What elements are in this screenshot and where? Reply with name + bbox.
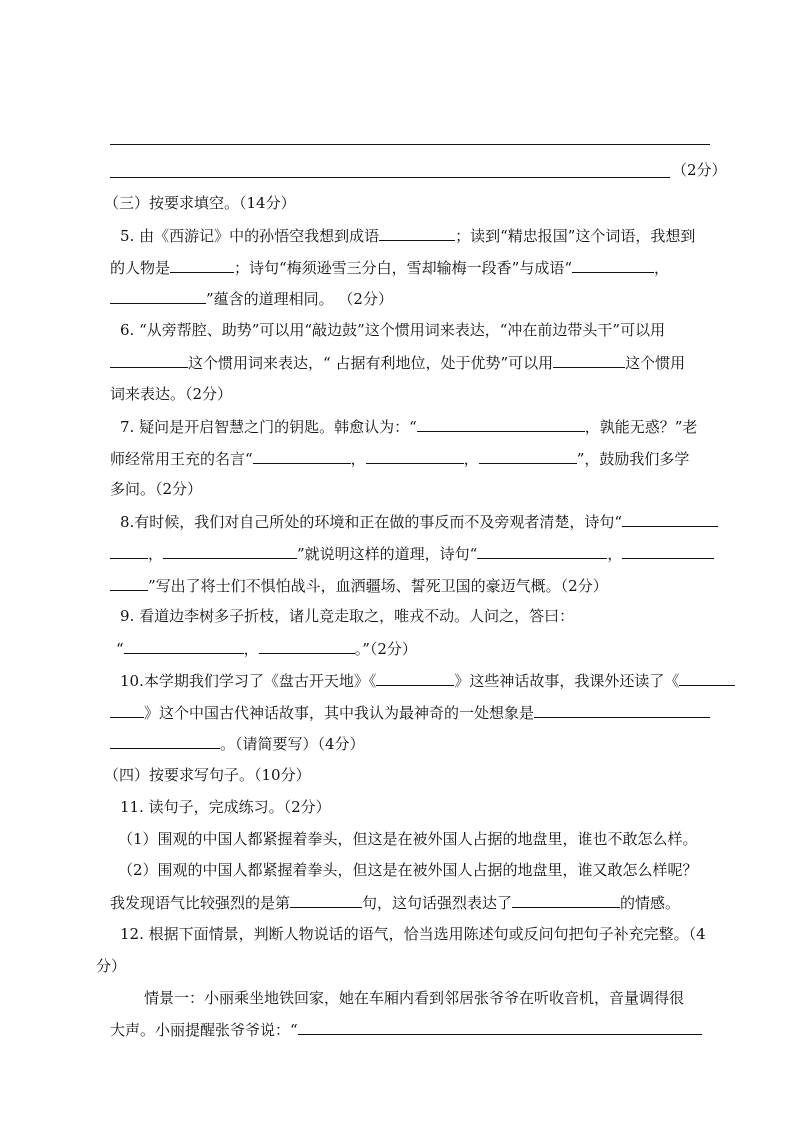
answer-blank[interactable] [477,543,607,559]
question-6-line-3 [110,384,232,404]
question-7-line-3 [110,479,202,499]
question-8-line-1 [120,511,718,532]
answer-line[interactable] [110,144,710,145]
question-text: ，孰能无惑？”老 [584,418,698,436]
answer-blank[interactable] [417,416,585,432]
question-text: “ [116,640,124,658]
question-text: 句，这句话强烈表达了 [362,894,513,912]
answer-blank[interactable] [259,638,355,654]
question-text: ， [654,259,670,277]
question-9-line-1 [120,606,574,626]
question-text: 。”（2分） [354,640,417,658]
question-6-line-2 [110,352,685,373]
answer-blank[interactable] [110,702,144,718]
question-text: 这个惯用词来表达，“ 占据有利地位，处于优势”可以用 [188,354,554,372]
answer-blank[interactable] [366,448,464,464]
question-5-line-1 [120,225,695,246]
answer-blank[interactable] [572,257,654,273]
question-11-title: 11. 读句子，完成练习。（2分） [120,798,331,816]
question-5-line-2 [110,257,669,278]
question-text: 10.本学期我们学习了《盘古开天地》《 [120,672,377,690]
question-text: 》这个中国古代神话故事，其中我认为最神奇的一处想象是 [144,704,535,722]
answer-blank[interactable] [163,543,297,559]
question-text: 词来表达。（2分） [110,385,233,403]
answer-blank[interactable] [110,575,148,591]
question-text: ”，鼓励我们多学 [576,450,690,468]
answer-blank[interactable] [110,543,148,559]
answer-blank[interactable] [376,670,454,686]
question-10-line-1 [120,670,735,691]
question-text: 9. 看道边李树多子折枝，诸儿竞走取之，唯戎不动。人问之，答曰： [120,607,575,625]
answer-blank[interactable] [110,352,188,368]
question-12-line-1: 12. 根据下面情景，判断人物说话的语气，恰当选用陈述句或反问句把句子补充完整。（4 [120,925,706,943]
answer-blank[interactable] [512,892,620,908]
question-text: 师经常用王充的名言“ [110,450,253,468]
answer-line[interactable] [110,177,670,178]
question-text: ， [350,450,366,468]
question-text: 》这些神话故事，我课外还读了《 [454,672,680,690]
answer-blank[interactable] [553,352,625,368]
question-6-line-1 [120,320,665,340]
question-text: 5. 由《西游记》中的孙悟空我想到成语 [120,227,380,245]
answer-blank[interactable] [379,225,455,241]
sentence-2: （2）围观的中国人都紧握着拳头，但这是在被外国人占据的地盘里，谁又敢怎么样呢？ [118,861,698,879]
answer-blank[interactable] [622,511,718,527]
question-text: ；诗句“梅须逊雪三分白，雪却输梅一段香”与成语“ [234,259,573,277]
question-text: 8.有时候，我们对自己所处的环境和正在做的事反而不及旁观者清楚，诗句“ [120,513,622,531]
score-label: （2分） [672,161,727,179]
question-10-line-3 [110,733,365,754]
sentence-1: （1）围观的中国人都紧握着拳头，但这是在被外国人占据的地盘里，谁也不敢怎么样。 [118,830,698,848]
question-text: 。（请简要写）（4分） [220,735,365,753]
question-10-line-2 [110,702,710,723]
question-text: 大声。小丽提醒张爷爷说：“ [110,1021,298,1039]
scenario-1-line-2 [110,1019,702,1040]
question-text: 的情感。 [620,894,681,912]
answer-blank[interactable] [298,1019,702,1035]
question-text: 6. “从旁帮腔、助势”可以用“敲边鼓”这个惯用词来表达，“冲在前边带头干”可以用 [120,321,666,339]
question-text: ， [148,545,164,563]
answer-blank[interactable] [679,670,735,686]
section-heading: （三）按要求填空。（14分） [104,194,296,212]
answer-blank[interactable] [534,702,710,718]
question-7-line-1 [120,416,697,437]
question-11-fill [110,892,680,913]
question-5-line-3 [110,288,393,309]
answer-blank[interactable] [622,543,714,559]
question-text: 7. 疑问是开启智慧之门的钥匙。韩愈认为：“ [120,418,417,436]
section-heading: （四）按要求写句子。（10分） [104,766,311,784]
answer-blank[interactable] [110,733,220,749]
scenario-1-line-1: 情景一：小丽乘坐地铁回家，她在车厢内看到邻居张爷爷在听收音机，音量调得很 [144,989,685,1007]
question-text: ， [607,545,623,563]
answer-blank[interactable] [110,288,206,304]
question-text: ；读到“精忠报国”这个词语，我想到 [455,227,696,245]
question-8-line-2 [110,543,714,564]
question-text: 我发现语气比较强烈的是第 [110,894,291,912]
question-12-line-2: 分） [96,957,127,975]
question-9-line-2 [116,638,417,659]
answer-blank[interactable] [290,892,362,908]
answer-blank[interactable] [124,638,244,654]
question-text: 多问。（2分） [110,480,203,498]
question-text: ， [243,640,259,658]
answer-blank[interactable] [479,448,577,464]
question-text: ”蕴含的道理相同。 （2分） [206,290,393,308]
answer-blank[interactable] [170,257,234,273]
question-text: ， [463,450,479,468]
question-7-line-2 [110,448,689,469]
answer-blank[interactable] [253,448,351,464]
question-text: ”就说明这样的道理，诗句“ [297,545,478,563]
question-text: ”写出了将士们不惧怕战斗，血洒疆场、誓死卫国的豪迈气概。（2分） [148,577,608,595]
question-text: 这个惯用 [625,354,686,372]
question-text: 的人物是 [110,259,171,277]
question-8-line-3 [110,575,608,596]
